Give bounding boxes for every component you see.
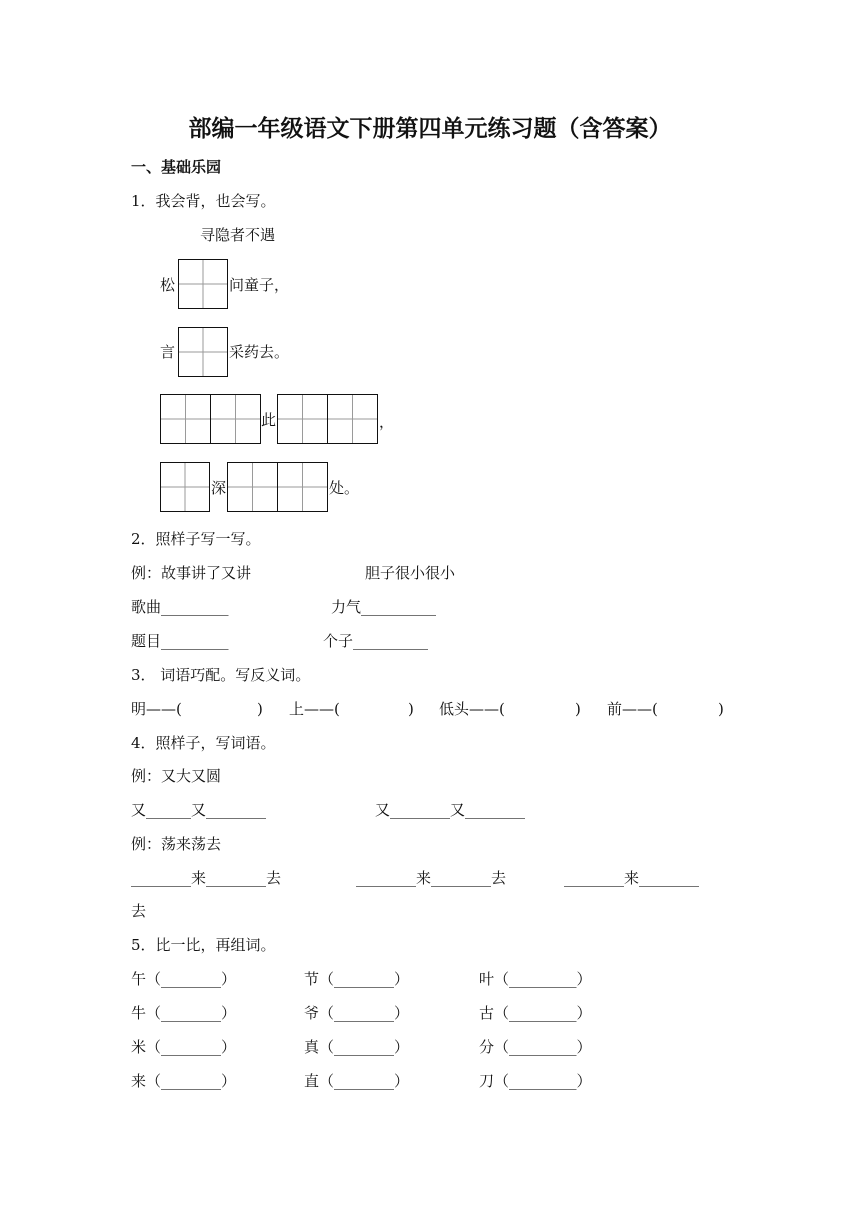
q4-example2: 例：荡来荡去 bbox=[131, 835, 222, 853]
poem-title: 寻隐者不遇 bbox=[200, 226, 276, 244]
poem-line1-before: 松 bbox=[160, 276, 176, 294]
poem-line2-before: 言 bbox=[160, 343, 176, 361]
poem-line3-middle: 此 bbox=[261, 411, 277, 429]
antonym-close-3[interactable]: ) bbox=[575, 700, 581, 718]
poem-line4-after: 处。 bbox=[329, 479, 360, 497]
q4-prompt: 4．照样子，写词语。 bbox=[131, 734, 276, 752]
compare-item[interactable]: 直（________） bbox=[304, 1072, 410, 1090]
q4-example1: 例：又大又圆 bbox=[131, 767, 222, 785]
q2-row2a[interactable]: 题目_________ bbox=[131, 632, 229, 650]
q2-example-a: 例：故事讲了又讲 bbox=[131, 564, 252, 582]
antonym-open-1: 明——( bbox=[131, 700, 182, 718]
writing-box-4[interactable] bbox=[277, 394, 378, 444]
poem-line3-after: ， bbox=[379, 413, 395, 431]
antonym-open-2: 上——( bbox=[289, 700, 340, 718]
q4-row2d: 去 bbox=[131, 902, 147, 920]
writing-box-6[interactable] bbox=[227, 462, 328, 512]
compare-item[interactable]: 牛（________） bbox=[131, 1004, 237, 1022]
writing-box-3[interactable] bbox=[160, 394, 261, 444]
section-heading: 一、基础乐园 bbox=[131, 158, 222, 176]
poem-line1-after: 问童子， bbox=[229, 276, 290, 294]
compare-item[interactable]: 来（________） bbox=[131, 1072, 237, 1090]
poem-line2-after: 采药去。 bbox=[229, 343, 290, 361]
q2-example-b: 胆子很小很小 bbox=[365, 564, 456, 582]
poem-line4-middle: 深 bbox=[211, 479, 227, 497]
page-title: 部编一年级语文下册第四单元练习题（含答案） bbox=[188, 116, 672, 142]
compare-item[interactable]: 真（________） bbox=[304, 1038, 410, 1056]
q2-prompt: 2．照样子写一写。 bbox=[131, 530, 261, 548]
compare-item[interactable]: 古（_________） bbox=[479, 1004, 592, 1022]
q2-row2b[interactable]: 个子__________ bbox=[323, 632, 429, 650]
q4-row2c[interactable]: ________来________ bbox=[564, 869, 700, 887]
compare-item[interactable]: 刀（_________） bbox=[479, 1072, 592, 1090]
q2-row1b[interactable]: 力气__________ bbox=[331, 598, 437, 616]
q2-row1a[interactable]: 歌曲_________ bbox=[131, 598, 229, 616]
q4-row1a[interactable]: 又______又________ bbox=[131, 801, 267, 819]
compare-item[interactable]: 爷（________） bbox=[304, 1004, 410, 1022]
compare-item[interactable]: 叶（_________） bbox=[479, 970, 592, 988]
compare-item[interactable]: 米（________） bbox=[131, 1038, 237, 1056]
q5-prompt: 5．比一比，再组词。 bbox=[131, 936, 276, 954]
antonym-open-3: 低头——( bbox=[439, 700, 505, 718]
q1-prompt: 1．我会背，也会写。 bbox=[131, 192, 276, 210]
antonym-close-2[interactable]: ) bbox=[408, 700, 414, 718]
compare-item[interactable]: 分（_________） bbox=[479, 1038, 592, 1056]
antonym-close-4[interactable]: ) bbox=[718, 700, 724, 718]
compare-item[interactable]: 午（________） bbox=[131, 970, 237, 988]
q3-prompt: 3． 词语巧配。写反义词。 bbox=[131, 666, 311, 684]
antonym-close-1[interactable]: ) bbox=[257, 700, 263, 718]
antonym-open-4: 前——( bbox=[607, 700, 658, 718]
writing-box-2[interactable] bbox=[178, 327, 228, 377]
writing-box-1[interactable] bbox=[178, 259, 228, 309]
compare-item[interactable]: 节（________） bbox=[304, 970, 410, 988]
q4-row2b[interactable]: ________来________去 bbox=[356, 869, 507, 887]
writing-box-5[interactable] bbox=[160, 462, 210, 512]
q4-row1b[interactable]: 又________又________ bbox=[375, 801, 526, 819]
q4-row2a[interactable]: ________来________去 bbox=[131, 869, 282, 887]
